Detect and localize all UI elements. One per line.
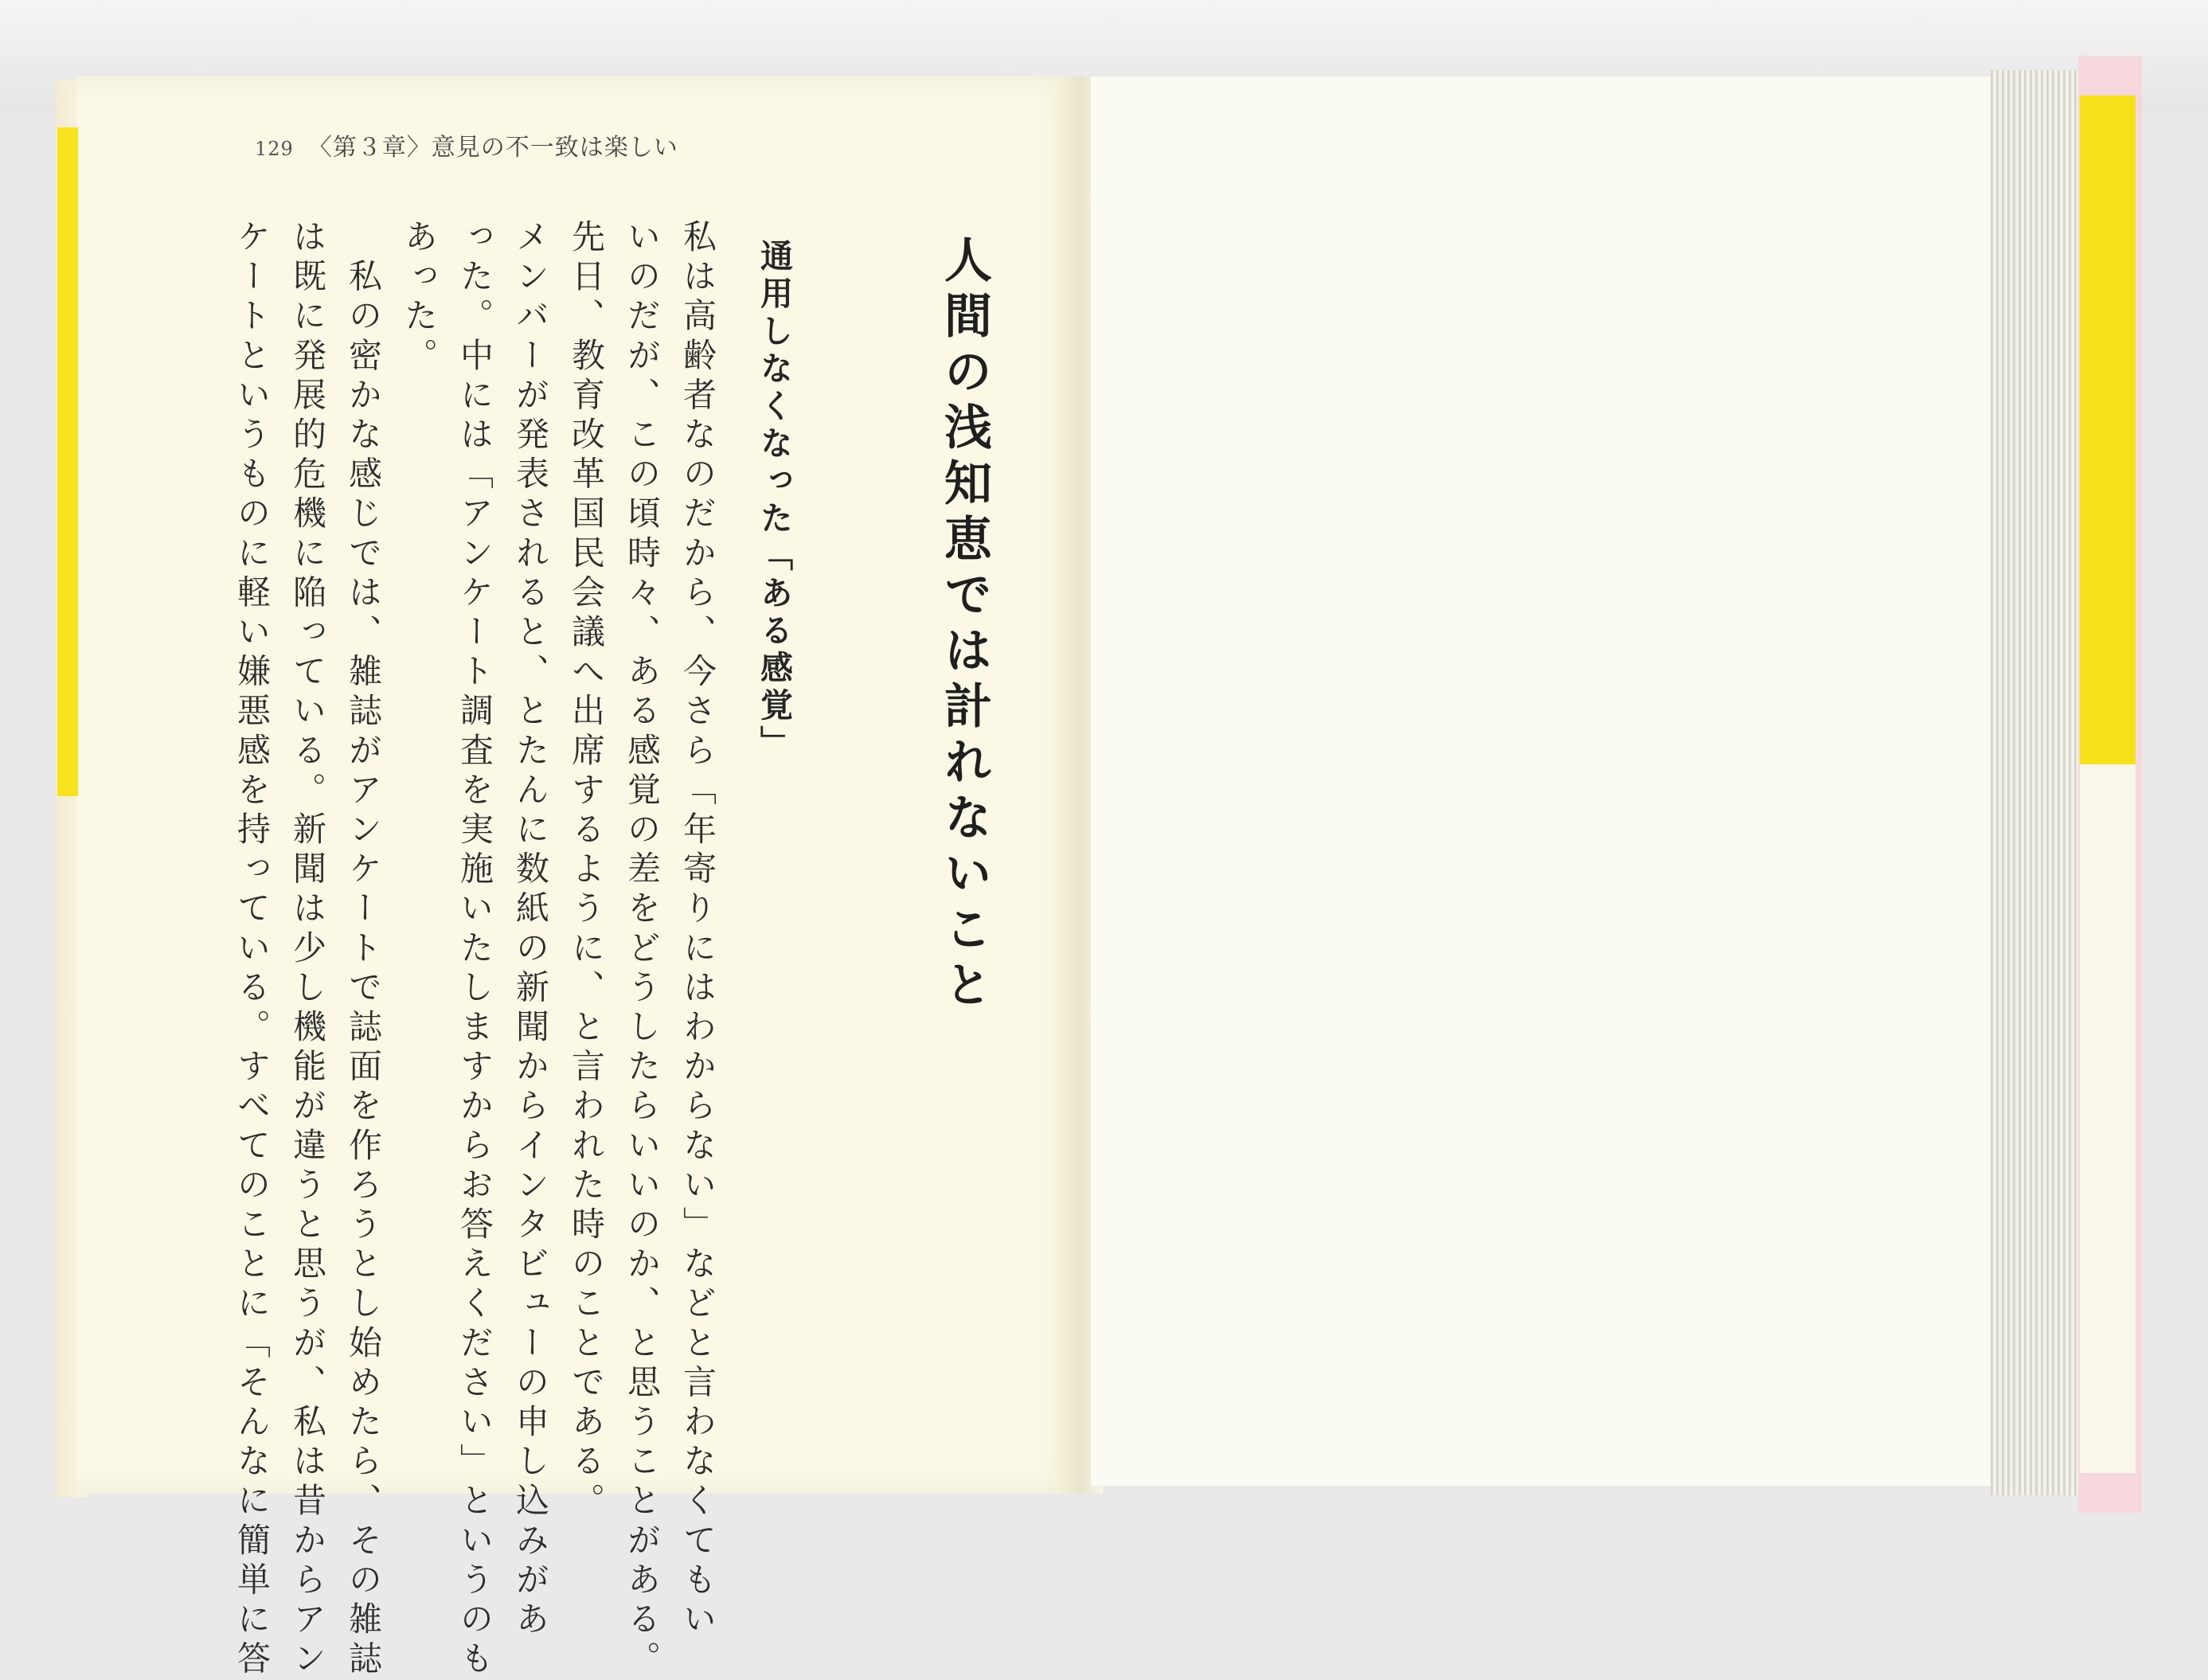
white-cover-band <box>2080 764 2136 1473</box>
section-subtitle: 通用しなくなった「ある感覚」 <box>755 239 793 763</box>
body-line: は既に発展的危機に陥っている。新聞は少し機能が違うと思うが、私は昔からアン <box>288 219 327 1680</box>
section-title: 人間の浅知恵では計れないこと <box>936 235 992 1015</box>
body-line: メンバーが発表されると、とたんに数紙の新聞からインタビューの申し込みがあ <box>511 219 550 1641</box>
running-header <box>255 127 678 162</box>
right-page-blank <box>1091 76 2022 1486</box>
body-line: あった。 <box>400 219 439 377</box>
yellow-bookmark-right <box>2080 96 2136 764</box>
body-line: ケートというものに軽い嫌悪感を持っている。すべてのことに「そんなに簡単に答 <box>233 219 272 1680</box>
yellow-bookmark-left <box>57 127 78 796</box>
chapter-title: 〈第３章〉意見の不一致は楽しい <box>307 134 678 162</box>
page-number: 129 <box>255 138 294 160</box>
body-line: 私の密かな感じでは、雑誌がアンケートで誌面を作ろうとし始めたら、その雑誌 <box>344 219 383 1680</box>
body-line: 私は高齢者なのだから、今さら「年寄りにはわからない」などと言わなくてもい <box>678 219 717 1641</box>
body-line: いのだが、この頃時々、ある感覚の差をどうしたらいいのか、と思うことがある。 <box>623 219 662 1680</box>
body-line: 先日、教育改革国民会議へ出席するように、と言われた時のことである。 <box>567 219 606 1522</box>
body-line: った。中には「アンケート調査を実施いたしますからお答えください」というのも <box>455 219 494 1680</box>
page-stack-edge <box>1991 70 2086 1495</box>
